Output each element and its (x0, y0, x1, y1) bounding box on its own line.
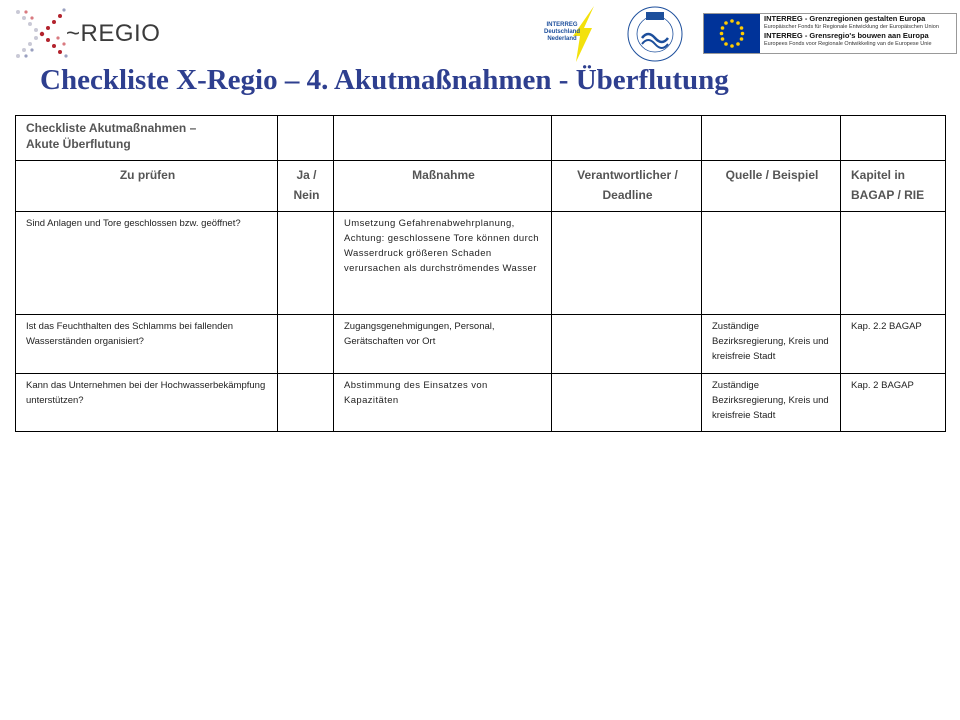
page-title: Checkliste X-Regio – 4. Akutmaßnahmen - Überflutung (40, 64, 729, 96)
empty-cell (278, 116, 334, 161)
cell-ja-nein (278, 315, 334, 374)
table-caption (16, 116, 278, 161)
checklist-table (15, 115, 946, 432)
table-caption-row (16, 116, 946, 161)
x-regio-wordmark: ~REGIO (66, 20, 161, 47)
cell-massnahme: Abstimmung des Einsatzes von Kapazitäten (334, 374, 552, 432)
cell-ja-nein (278, 212, 334, 315)
column-header-ja-nein: Ja / Nein (278, 161, 334, 212)
cell-zu-pruefen: Sind Anlagen und Tore geschlossen bzw. geöffnet? (16, 212, 278, 315)
interreg-de-nl-logo (540, 6, 602, 62)
eu-banner-line-3: INTERREG - Grensregio's bouwen aan Europa (761, 31, 956, 40)
column-header-kapitel: Kapitel in BAGAP / RIE (841, 161, 946, 212)
table-header-row (16, 161, 946, 212)
table-row (16, 315, 946, 374)
cell-verantwortlicher (552, 374, 702, 432)
table-caption-line-2: Akute Überflutung (26, 137, 131, 151)
cell-verantwortlicher (552, 315, 702, 374)
empty-cell (552, 116, 702, 161)
empty-cell (841, 116, 946, 161)
eu-banner-line-1: INTERREG - Grenzregionen gestalten Europa (761, 14, 956, 23)
interreg-de-nl-text: INTERREG Deutschland Nederland (543, 22, 580, 42)
eu-flag-icon (704, 14, 760, 53)
cell-zu-pruefen: Kann das Unternehmen bei der Hochwasserbekämpfung unterstützen? (16, 374, 278, 432)
cell-massnahme: Zugangsgenehmigungen, Personal, Gerätschaften vor Ort (334, 315, 552, 374)
cell-quelle: Zuständige Bezirksregierung, Kreis und kreisfreie Stadt (702, 315, 841, 374)
cell-kapitel (841, 212, 946, 315)
table-row (16, 374, 946, 432)
cell-ja-nein (278, 374, 334, 432)
cell-quelle: Zuständige Bezirksregierung, Kreis und kreisfreie Stadt (702, 374, 841, 432)
cell-zu-pruefen: Ist das Feuchthalten des Schlamms bei fallenden Wasserständen organisiert? (16, 315, 278, 374)
column-header-zu-pruefen: Zu prüfen (16, 161, 278, 212)
table-caption-line-1: Checkliste Akutmaßnahmen – (26, 121, 197, 135)
eu-banner-line-2: Europäischer Fonds für Regionale Entwicklung der Europäischen Union (764, 24, 939, 30)
column-header-quelle: Quelle / Beispiel (702, 161, 841, 212)
empty-cell (702, 116, 841, 161)
column-header-massnahme: Maßnahme (334, 161, 552, 212)
empty-cell (334, 116, 552, 161)
eu-banner-line-4: Europees Fonds voor Regionale Ontwikkeling van de Europese Unie (764, 41, 932, 47)
euregio-seal-icon (624, 4, 686, 64)
cell-massnahme: Umsetzung Gefahrenabwehrplanung, Achtung: geschlossene Tore können durch Wasserdruck größeren Schaden verursachen als durchströmendes Wasser (334, 212, 552, 315)
table-row (16, 212, 946, 315)
cell-verantwortlicher (552, 212, 702, 315)
column-header-verantwortlicher: Verantwortlicher / Deadline (552, 161, 702, 212)
x-regio-logo (14, 8, 161, 60)
cell-kapitel: Kap. 2.2 BAGAP (841, 315, 946, 374)
cell-kapitel: Kap. 2 BAGAP (841, 374, 946, 432)
x-regio-dots-icon (14, 8, 70, 60)
cell-quelle (702, 212, 841, 315)
euregio-rhein-waal-logo (624, 4, 686, 64)
eu-interreg-banner (703, 13, 957, 54)
